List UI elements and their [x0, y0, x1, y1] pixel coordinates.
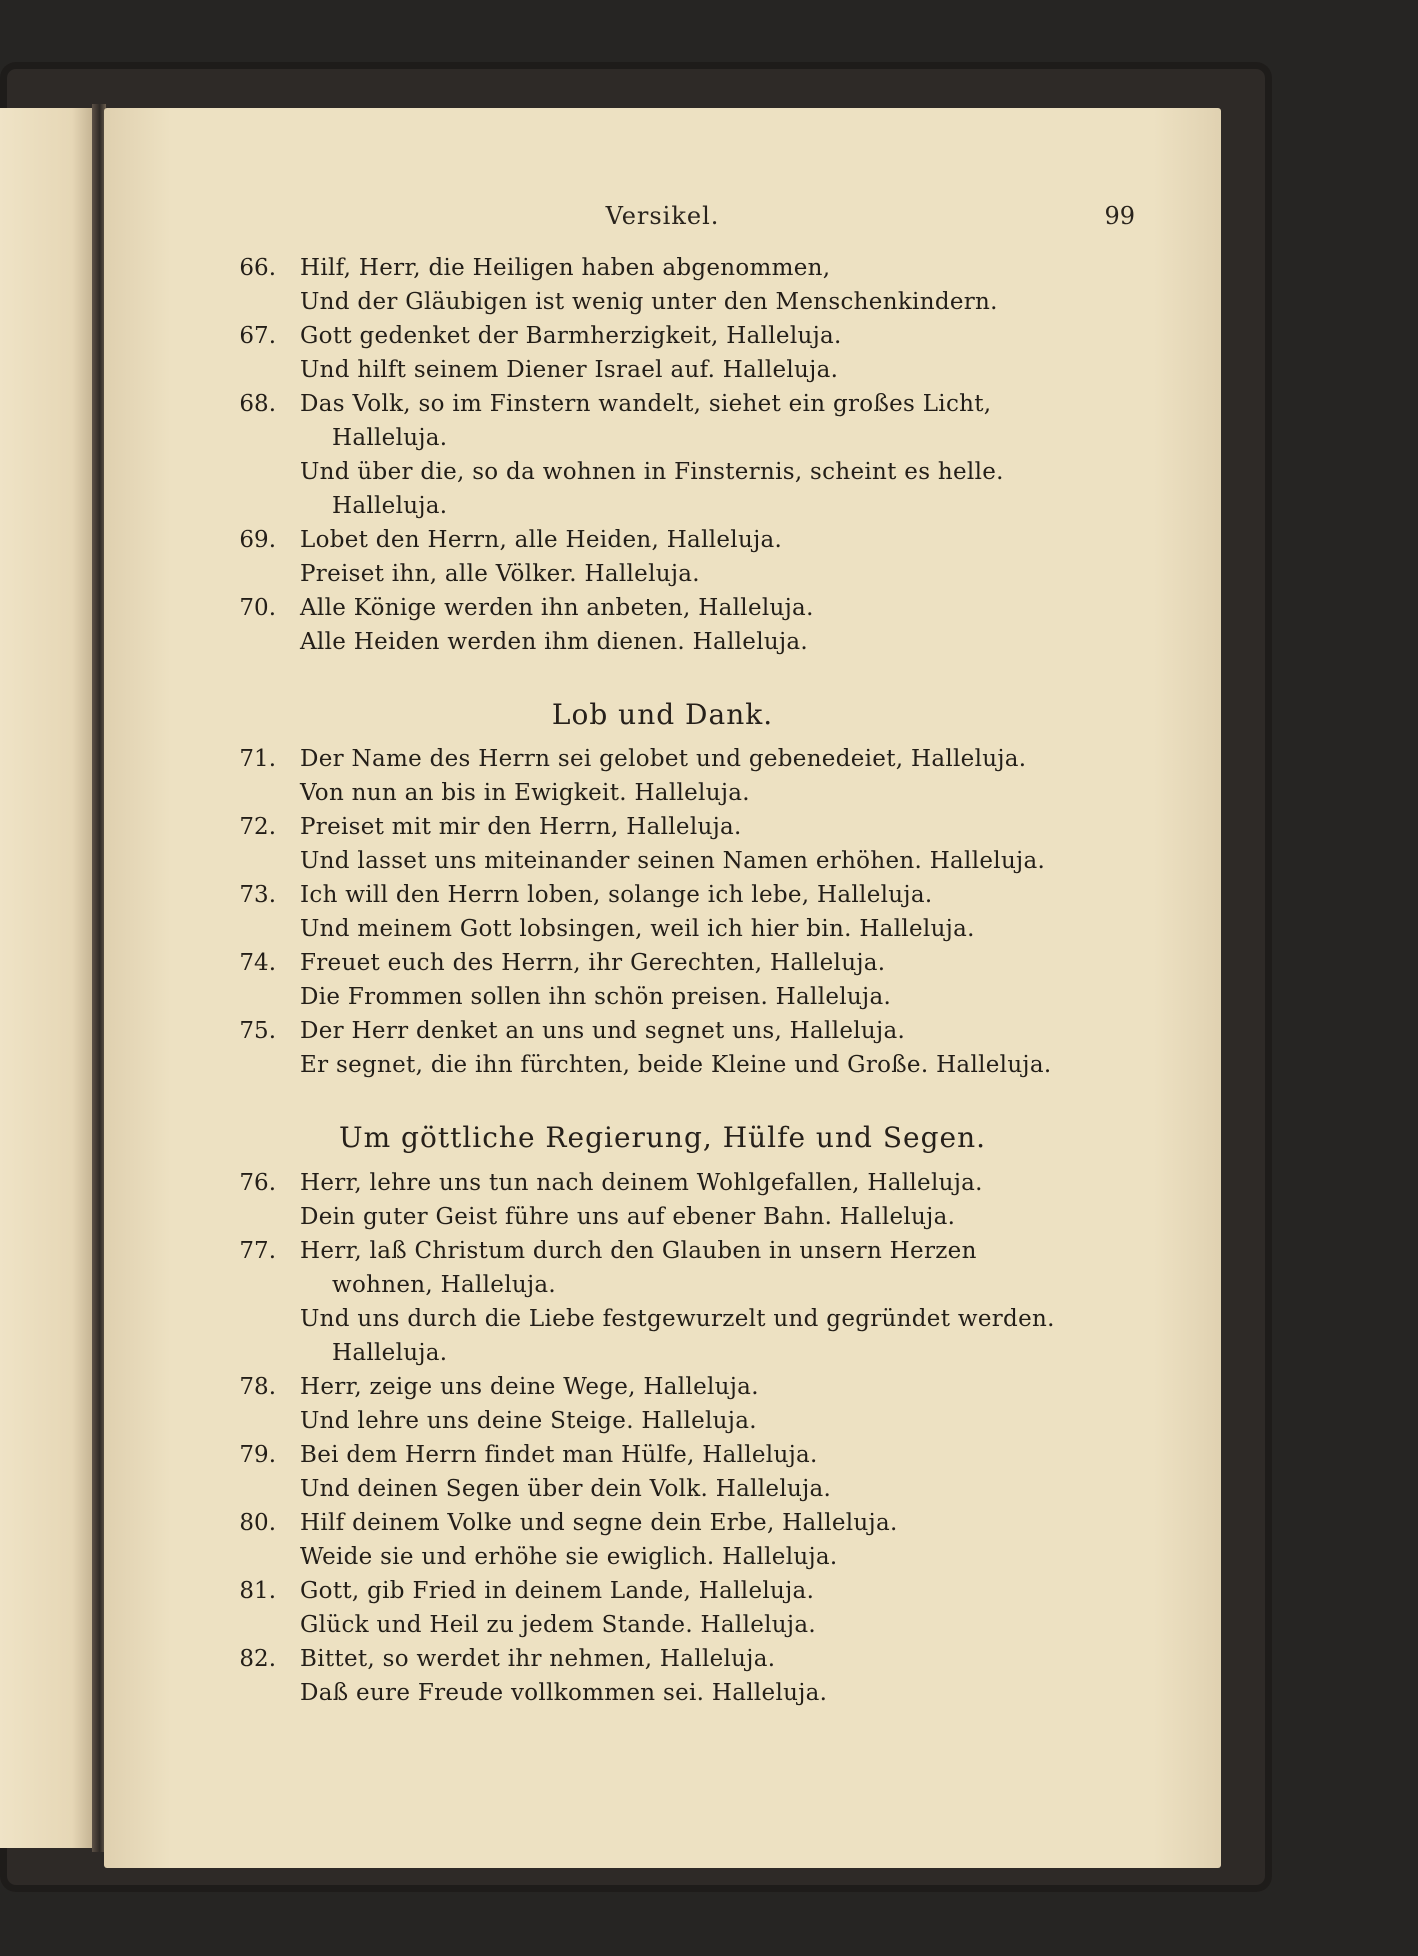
verse-number: 69. [239, 527, 276, 553]
section-title-lob-und-dank: Lob und Dank. [551, 698, 774, 731]
verse-number: 78. [239, 1374, 276, 1400]
verse-number: 76. [239, 1170, 276, 1196]
verse-line: Preiset mit mir den Herrn, Halleluja. [300, 814, 742, 840]
verse-number: 82. [239, 1646, 276, 1672]
verse-line: Und uns durch die Liebe festgewurzelt und gegründet werden. [300, 1306, 1055, 1332]
verse-line: Halleluja. [332, 425, 448, 451]
verse-line: Von nun an bis in Ewigkeit. Halleluja. [300, 780, 750, 806]
verse-line: Ich will den Herrn loben, solange ich lebe, Halleluja. [300, 882, 933, 908]
page-number: 99 [1104, 202, 1135, 230]
verse-line: Und lasset uns miteinander seinen Namen erhöhen. Halleluja. [300, 848, 1046, 874]
verse-number: 72. [239, 814, 276, 840]
page-header-title: Versikel. [605, 202, 720, 230]
verse-line: Der Name des Herrn sei gelobet und gebenedeiet, Halleluja. [300, 746, 1027, 772]
verse-line: Herr, laß Christum durch den Glauben in unsern Herzen [300, 1238, 977, 1264]
verse-number: 68. [239, 391, 276, 417]
verse-line: wohnen, Halleluja. [332, 1272, 557, 1298]
verse-number: 80. [239, 1510, 276, 1536]
verse-line: Und hilft seinem Diener Israel auf. Halleluja. [300, 357, 839, 383]
verse-line: Preiset ihn, alle Völker. Halleluja. [300, 561, 700, 587]
verse-line: Gott, gib Fried in deinem Lande, Halleluja. [300, 1578, 815, 1604]
verse-line: Hilf deinem Volke und segne dein Erbe, Halleluja. [300, 1510, 898, 1536]
verse-number: 77. [239, 1238, 276, 1264]
section-title-regierung: Um göttliche Regierung, Hülfe und Segen. [338, 1121, 987, 1154]
verse-line: Und deinen Segen über dein Volk. Halleluja. [300, 1476, 832, 1502]
verse-line: Freuet euch des Herrn, ihr Gerechten, Halleluja. [300, 950, 886, 976]
verse-line: Weide sie und erhöhe sie ewiglich. Halleluja. [300, 1544, 838, 1570]
verse-number: 79. [239, 1442, 276, 1468]
verse-line: Und lehre uns deine Steige. Halleluja. [300, 1408, 757, 1434]
book-page [104, 108, 1221, 1868]
verse-line: Daß eure Freude vollkommen sei. Halleluja. [300, 1680, 828, 1706]
verse-line: Lobet den Herrn, alle Heiden, Halleluja. [300, 527, 783, 553]
verse-number: 70. [239, 595, 276, 621]
verse-line: Und meinem Gott lobsingen, weil ich hier bin. Halleluja. [300, 916, 975, 942]
verse-number: 75. [239, 1018, 276, 1044]
verse-line: Der Herr denket an uns und segnet uns, Halleluja. [300, 1018, 906, 1044]
verse-line: Alle Könige werden ihn anbeten, Halleluja. [300, 595, 814, 621]
verse-line: Glück und Heil zu jedem Stande. Halleluja. [300, 1612, 816, 1638]
verse-line: Bei dem Herrn findet man Hülfe, Halleluja. [300, 1442, 818, 1468]
verse-line: Halleluja. [332, 1340, 448, 1366]
verse-line: Die Frommen sollen ihn schön preisen. Halleluja. [300, 984, 892, 1010]
verse-line: Und über die, so da wohnen in Finsternis, scheint es helle. [300, 459, 1004, 485]
verse-line: Hilf, Herr, die Heiligen haben abgenommen, [300, 255, 831, 281]
verse-number: 71. [239, 746, 276, 772]
verse-number: 74. [239, 950, 276, 976]
verse-line: Gott gedenket der Barmherzigkeit, Halleluja. [300, 323, 842, 349]
verse-number: 81. [239, 1578, 276, 1604]
verse-line: Halleluja. [332, 493, 448, 519]
verse-line: Er segnet, die ihn fürchten, beide Kleine und Große. Halleluja. [300, 1052, 1052, 1078]
left-page-edge [0, 108, 96, 1848]
verse-number: 66. [239, 255, 276, 281]
verse-number: 67. [239, 323, 276, 349]
verse-line: Alle Heiden werden ihm dienen. Halleluja. [300, 629, 809, 655]
verse-line: Bittet, so werdet ihr nehmen, Halleluja. [300, 1646, 776, 1672]
verse-line: Das Volk, so im Finstern wandelt, siehet ein großes Licht, [300, 391, 992, 417]
verse-line: Und der Gläubigen ist wenig unter den Menschenkindern. [300, 289, 998, 315]
verse-line: Herr, lehre uns tun nach deinem Wohlgefallen, Halleluja. [300, 1170, 983, 1196]
verse-line: Herr, zeige uns deine Wege, Halleluja. [300, 1374, 759, 1400]
verse-line: Dein guter Geist führe uns auf ebener Bahn. Halleluja. [300, 1204, 956, 1230]
verse-number: 73. [239, 882, 276, 908]
